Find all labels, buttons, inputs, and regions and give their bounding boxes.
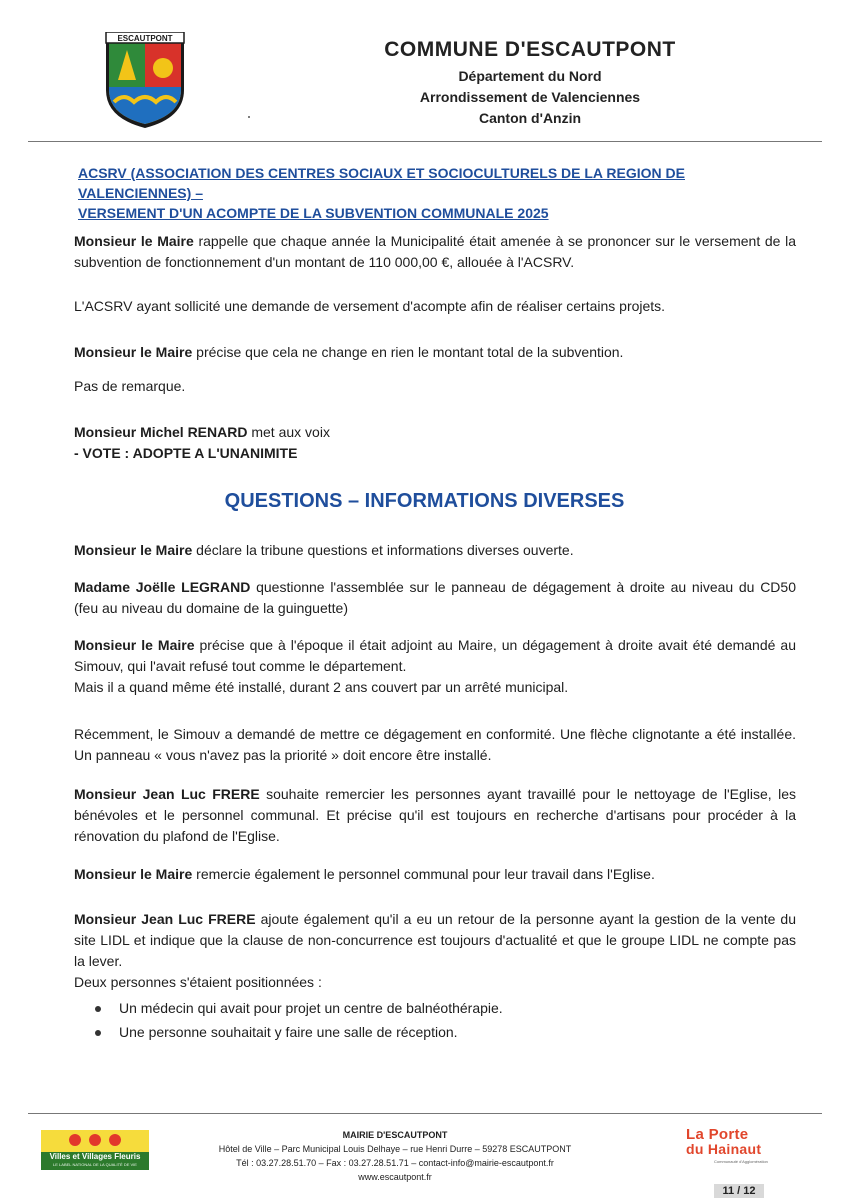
list-item — [74, 996, 503, 1020]
footer-address: Hôtel de Ville – Parc Municipal Louis Delhaye – rue Henri Durre – 59278 ESCAUTPONT — [218, 1144, 572, 1154]
speaker-name: Monsieur Michel RENARD — [74, 424, 248, 440]
flower-icon — [69, 1134, 81, 1146]
speaker-name: Monsieur Jean Luc FRERE — [74, 786, 260, 802]
list-item-text: Un médecin qui avait pour projet un centre de balnéothérapie. — [119, 1000, 503, 1016]
paragraph-text: souhaite remercier les personnes ayant travaillé pour le nettoyage de l'Eglise, les bénévoles et le personnel communal. Et précise qu'il est toujours en recherche d'artisans pour procéder à la rénovation du plafond de l'Eglise. — [74, 786, 796, 844]
bullet-icon — [95, 1030, 101, 1036]
footer-contact: Tél : 03.27.28.51.70 – Fax : 03.27.28.51.71 – contact-info@mairie-escautpont.fr — [236, 1158, 554, 1168]
list-item — [74, 1020, 503, 1044]
paragraph-text: remercie également le personnel communal pour leur travail dans l'Eglise. — [192, 866, 655, 882]
footer-mairie: MAIRIE D'ESCAUTPONT — [342, 1130, 448, 1140]
deliberation-subject — [78, 163, 798, 223]
crest-label: ESCAUTPONT — [117, 34, 173, 43]
commune-title: COMMUNE D'ESCAUTPONT — [384, 38, 676, 61]
arrondissement-line: Arrondissement de Valenciennes — [419, 89, 641, 105]
commune-crest-logo — [104, 32, 186, 130]
paragraph-text: précise que à l'époque il était adjoint au Maire, un dégagement à droite avait été demandé au Simouv, qui l'avait refusé tout comme le département. — [74, 637, 796, 674]
paragraph-text: questionne l'assemblée sur le panneau de dégagement à droite au niveau du CD50 (feu au niveau du domaine de la guinguette) — [74, 579, 796, 616]
villes-villages-fleuris-logo — [41, 1130, 149, 1170]
paragraph-degagement — [74, 635, 796, 698]
section-heading: QUESTIONS – INFORMATIONS DIVERSES — [224, 490, 625, 512]
flower-icon — [89, 1134, 101, 1146]
speaker-name: Monsieur le Maire — [74, 233, 194, 249]
paragraph-simouv — [74, 724, 796, 766]
speaker-name: Monsieur le Maire — [74, 344, 193, 360]
bullet-icon — [95, 1006, 101, 1012]
flower-icon — [109, 1134, 121, 1146]
subject-line-2: VERSEMENT D'UN ACOMPTE DE LA SUBVENTION COMMUNALE 2025 — [78, 205, 549, 221]
page-number: 11 / 12 — [714, 1184, 764, 1198]
paragraph-remarque — [74, 376, 796, 397]
paragraph-text: précise que cela ne change en rien le montant total de la subvention. — [192, 344, 624, 360]
paragraph-lidl — [74, 909, 796, 993]
paragraph-text: déclare la tribune questions et informations diverses ouverte. — [192, 542, 574, 558]
paragraph-text: rappelle que chaque année la Municipalité était amenée à se prononcer sur le versement de la subvention de fonctionnement d'un montant de 110 000,00 €, allouée à l'ACSRV. — [74, 233, 796, 270]
speaker-name: Monsieur Jean Luc FRERE — [74, 911, 256, 927]
departement-line: Département du Nord — [458, 68, 602, 84]
paragraph-text: Deux personnes s'étaient positionnées : — [74, 974, 322, 990]
lpdh-line-2: du Hainaut — [686, 1141, 762, 1157]
header-divider — [28, 141, 822, 142]
paragraph-legrand — [74, 577, 796, 619]
paragraph-acompte — [74, 296, 796, 317]
vote-result: - VOTE : ADOPTE A L'UNANIMITE — [74, 445, 298, 461]
footer-divider — [28, 1113, 822, 1114]
paragraph-text: Mais il a quand même été installé, durant 2 ans couvert par un arrêté municipal. — [74, 679, 569, 695]
bullet-list — [74, 996, 503, 1044]
paragraph-vote — [74, 422, 796, 464]
paragraph-montant — [74, 342, 796, 363]
speaker-name: Monsieur le Maire — [74, 542, 193, 558]
footer-website: www.escautpont.fr — [358, 1172, 432, 1182]
paragraph-tribune — [74, 540, 796, 561]
subject-line-1: ACSRV (ASSOCIATION DES CENTRES SOCIAUX ET SOCIOCULTURELS DE LA REGION DE VALENCIENNES) – — [78, 165, 685, 201]
vvf-title: Villes et Villages Fleuris — [49, 1152, 141, 1161]
paragraph-text: met aux voix — [247, 424, 330, 440]
lpdh-line-3: Communauté d'Agglomération — [714, 1159, 768, 1164]
paragraph-text: Pas de remarque. — [74, 378, 186, 394]
vvf-subtitle: LE LABEL NATIONAL DE LA QUALITÉ DE VIE — [53, 1162, 137, 1167]
speaker-name: Monsieur le Maire — [74, 637, 195, 653]
speck — [248, 116, 250, 118]
speaker-name: Monsieur le Maire — [74, 866, 193, 882]
paragraph-text: Récemment, le Simouv a demandé de mettre ce dégagement en conformité. Une flèche clignotante a été installée. Un panneau « vous n'avez pas la priorité » doit encore être installé. — [74, 726, 796, 763]
canton-line: Canton d'Anzin — [478, 110, 582, 126]
paragraph-subvention — [74, 231, 796, 273]
paragraph-text: ajoute également qu'il a eu un retour de la personne ayant la gestion de la vente du site LIDL et indique que la clause de non-concurrence est toujours d'actualité et que le groupe LIDL ne compte pas la lever. — [74, 911, 796, 969]
lpdh-line-1: La Porte — [686, 1126, 749, 1143]
speaker-name: Madame Joëlle LEGRAND — [74, 579, 251, 595]
la-porte-du-hainaut-logo — [686, 1127, 786, 1164]
list-item-text: Une personne souhaitait y faire une salle de réception. — [119, 1024, 458, 1040]
paragraph-text: L'ACSRV ayant sollicité une demande de versement d'acompte afin de réaliser certains projets. — [74, 298, 666, 314]
paragraph-remerciement — [74, 864, 796, 885]
paragraph-frere-eglise — [74, 784, 796, 847]
